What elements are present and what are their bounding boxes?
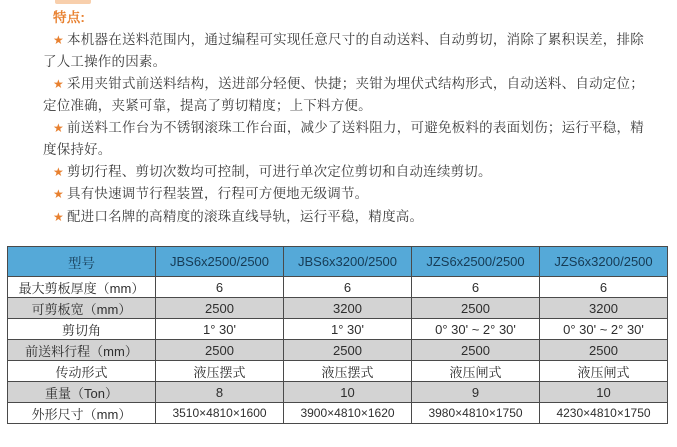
row-label: 外形尺寸（mm） [8, 403, 156, 424]
feature-text: 前送料工作台为不锈钢滚珠工作台面，减少了送料阻力，可避免板料的表面划伤；运行平稳，精度保持好。 [43, 119, 644, 157]
col-header-jzs6x3200: JZS6x3200/2500 [540, 247, 668, 277]
star-icon: ★ [53, 187, 64, 201]
spec-cell: 1° 30' [156, 319, 284, 340]
spec-cell: 10 [284, 382, 412, 403]
spec-cell: 2500 [412, 340, 540, 361]
feature-item [43, 161, 644, 184]
feature-item [43, 73, 644, 117]
spec-cell: 2500 [284, 340, 412, 361]
table-header-row [8, 247, 668, 277]
row-label: 传动形式 [8, 361, 156, 382]
row-label: 前送料行程（mm） [8, 340, 156, 361]
row-label: 剪切角 [8, 319, 156, 340]
spec-cell: 4230×4810×1750 [540, 403, 668, 424]
spec-cell: 6 [412, 277, 540, 298]
spec-cell: 3510×4810×1600 [156, 403, 284, 424]
features-title: 特点: [53, 10, 86, 25]
table-row-max-thickness [8, 277, 668, 298]
spec-table [7, 246, 668, 424]
feature-text: 采用夹钳式前送料结构，送进部分轻便、快捷；夹钳为埋伏式结构形式，自动送料、自动定位；定位准确，夹紧可靠，提高了剪切精度；上下料方便。 [43, 75, 644, 113]
spec-cell: 2500 [540, 340, 668, 361]
clipped-text-fragment [55, 0, 91, 4]
features-section [43, 7, 644, 228]
spec-cell: 液压闸式 [540, 361, 668, 382]
feature-text: 剪切行程、剪切次数均可控制，可进行单次定位剪切和自动连续剪切。 [66, 163, 492, 179]
row-label: 最大剪板厚度（mm） [8, 277, 156, 298]
col-header-jzs6x2500: JZS6x2500/2500 [412, 247, 540, 277]
spec-cell: 6 [540, 277, 668, 298]
spec-cell: 3980×4810×1750 [412, 403, 540, 424]
table-row-cut-width [8, 298, 668, 319]
star-icon: ★ [53, 209, 64, 224]
spec-cell: 3200 [284, 298, 412, 319]
spec-cell: 2500 [156, 340, 284, 361]
spec-cell: 液压闸式 [412, 361, 540, 382]
star-icon: ★ [53, 164, 64, 179]
table-row-feed-stroke [8, 340, 668, 361]
table-row-weight [8, 382, 668, 403]
spec-cell: 2500 [156, 298, 284, 319]
spec-cell: 3200 [540, 298, 668, 319]
feature-item [43, 183, 644, 206]
star-icon: ★ [53, 120, 64, 135]
spec-cell: 9 [412, 382, 540, 403]
spec-cell: 6 [284, 277, 412, 298]
feature-text: 本机器在送料范围内，通过编程可实现任意尺寸的自动送料、自动剪切，消除了累积误差，排除了人工操作的因素。 [43, 31, 644, 69]
row-label: 重量（Ton） [8, 382, 156, 403]
spec-cell: 液压摆式 [156, 361, 284, 382]
spec-cell: 8 [156, 382, 284, 403]
col-header-jbs6x3200: JBS6x3200/2500 [284, 247, 412, 277]
feature-item [43, 117, 644, 161]
feature-item [43, 206, 644, 229]
table-row-drive-type [8, 361, 668, 382]
table-row-dimensions [8, 403, 668, 424]
spec-cell: 2500 [412, 298, 540, 319]
star-icon: ★ [53, 76, 64, 91]
feature-text: 配进口名牌的高精度的滚珠直线导轨，运行平稳，精度高。 [66, 208, 424, 224]
spec-cell: 6 [156, 277, 284, 298]
col-header-model: 型号 [8, 247, 156, 277]
feature-text: 具有快速调节行程装置，行程可方便地无级调节。 [66, 186, 369, 201]
feature-item [43, 29, 644, 73]
spec-cell: 1° 30' [284, 319, 412, 340]
row-label: 可剪板宽（mm） [8, 298, 156, 319]
spec-cell: 10 [540, 382, 668, 403]
spec-cell: 0° 30' ~ 2° 30' [540, 319, 668, 340]
spec-cell: 0° 30' ~ 2° 30' [412, 319, 540, 340]
spec-cell: 3900×4810×1620 [284, 403, 412, 424]
spec-cell: 液压摆式 [284, 361, 412, 382]
table-row-cut-angle [8, 319, 668, 340]
col-header-jbs6x2500: JBS6x2500/2500 [156, 247, 284, 277]
star-icon: ★ [53, 32, 64, 47]
